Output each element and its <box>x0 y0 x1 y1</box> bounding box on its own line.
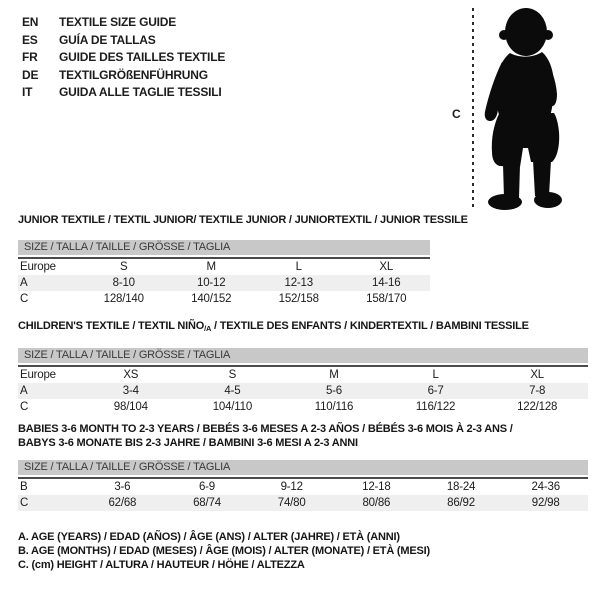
lang-row-en <box>22 14 225 32</box>
height-cell: 68/74 <box>193 497 221 509</box>
age-cell: 18-24 <box>446 481 476 493</box>
lang-title-es: GUÍA DE TALLAS <box>59 32 156 47</box>
section-childrens-textile <box>18 320 588 415</box>
lang-code-es: ES <box>22 32 38 47</box>
lang-row-de <box>22 67 225 85</box>
babies-table-title-line2: BABYS 3-6 MONATE BIS 2-3 JAHRE / BAMBINI 3-6 MESI A 2-3 ANNI <box>18 436 358 449</box>
table-row <box>18 275 430 291</box>
row-label: C <box>20 292 29 305</box>
lang-row-es <box>22 32 225 50</box>
size-cell: S <box>228 368 237 381</box>
childrens-title-post: / TEXTILE DES ENFANTS / KINDERTEXTIL / BAMBINI TESSILE <box>211 320 529 332</box>
lang-code-de: DE <box>22 67 39 82</box>
height-cell: 116/122 <box>415 400 456 413</box>
height-cell: 92/98 <box>531 497 560 509</box>
table-row <box>18 259 430 275</box>
table-row <box>18 495 588 511</box>
age-cell: 9-12 <box>280 481 303 493</box>
note-c: C. (cm) HEIGHT / ALTURA / HAUTEUR / HÖHE / ALTEZZA <box>18 559 305 571</box>
childrens-size-table <box>18 365 588 415</box>
age-cell: 7-8 <box>529 384 546 397</box>
size-cell: XS <box>123 368 139 381</box>
lang-code-en: EN <box>22 15 39 29</box>
section-junior-textile <box>18 214 468 307</box>
height-cell: 104/110 <box>212 400 253 413</box>
row-label: A <box>20 276 28 289</box>
table-row <box>18 291 430 307</box>
lang-title-it: GUIDA ALLE TAGLIE TESSILI <box>59 85 222 99</box>
age-cell: 3-4 <box>122 384 139 397</box>
row-label: B <box>20 481 28 493</box>
lang-title-en: TEXTILE SIZE GUIDE <box>59 15 177 29</box>
height-cell: 140/152 <box>191 292 232 305</box>
lang-code-it: IT <box>22 85 33 99</box>
height-cell: 86/92 <box>447 497 475 509</box>
table-row <box>18 367 588 383</box>
age-cell: 6-7 <box>427 384 444 397</box>
size-cell: M <box>206 260 216 273</box>
age-cell: 3-6 <box>114 481 131 493</box>
size-cell: S <box>120 260 128 273</box>
height-dotted-line <box>472 8 474 211</box>
size-cell: XL <box>379 260 394 273</box>
table-row <box>18 479 588 495</box>
row-label: A <box>20 384 28 397</box>
height-cell: 122/128 <box>517 400 558 413</box>
table-row <box>18 399 588 415</box>
junior-size-table <box>18 257 430 307</box>
size-cell: L <box>295 260 302 273</box>
height-cell: 98/104 <box>113 400 148 413</box>
age-cell: 14-16 <box>372 276 401 289</box>
note-a: A. AGE (YEARS) / EDAD (AÑOS) / ÂGE (ANS) / ALTER (JAHRE) / ETÀ (ANNI) <box>18 531 400 543</box>
age-cell: 5-6 <box>325 384 342 397</box>
age-cell: 24-36 <box>531 481 560 493</box>
childrens-table-title <box>18 320 588 336</box>
babies-table-title-line1: BABIES 3-6 MONTH TO 2-3 YEARS / BEBÉS 3-6 MESES A 2-3 AÑOS / BÉBÉS 3-6 MOIS À 2-3 ANS / <box>18 423 513 435</box>
age-cell: 4-5 <box>224 384 241 397</box>
row-label: Europe <box>20 260 56 273</box>
junior-table-title: JUNIOR TEXTILE / TEXTIL JUNIOR/ TEXTILE JUNIOR / JUNIORTEXTIL / JUNIOR TESSILE <box>18 214 468 226</box>
babies-size-table <box>18 477 588 511</box>
age-cell: 6-9 <box>198 481 216 493</box>
baby-silhouette <box>477 6 573 214</box>
lang-row-it <box>22 84 225 102</box>
junior-size-header-bar: SIZE / TALLA / TAILLE / GRÖSSE / TAGLIA <box>18 240 430 255</box>
childrens-size-header-bar: SIZE / TALLA / TAILLE / GRÖSSE / TAGLIA <box>18 348 588 363</box>
height-cell: 152/158 <box>278 292 319 305</box>
lang-row-fr <box>22 49 225 67</box>
legend-notes <box>18 530 430 572</box>
age-cell: 8-10 <box>112 276 135 289</box>
age-cell: 12-13 <box>284 276 313 289</box>
childrens-title-subscript: /A <box>204 324 212 333</box>
height-cell: 62/68 <box>108 497 137 509</box>
row-label: Europe <box>20 368 56 381</box>
age-cell: 12-18 <box>362 481 391 493</box>
babies-size-header-bar: SIZE / TALLA / TAILLE / GRÖSSE / TAGLIA <box>18 460 588 475</box>
size-cell: M <box>329 368 339 381</box>
table-row <box>18 383 588 399</box>
section-babies-textile <box>18 423 588 511</box>
childrens-title-pre: CHILDREN'S TEXTILE / TEXTIL NIÑO <box>18 320 205 332</box>
lang-title-fr: GUIDE DES TAILLES TEXTILE <box>59 50 226 64</box>
language-title-list <box>22 14 225 102</box>
height-cell: 128/140 <box>103 292 144 305</box>
note-b: B. AGE (MONTHS) / EDAD (MESES) / ÂGE (MOIS) / ALTER (MONATE) / ETÀ (MESI) <box>18 545 430 557</box>
height-cell: 158/170 <box>366 292 407 305</box>
height-cell: 110/116 <box>314 400 354 413</box>
lang-title-de: TEXTILGRÖßENFÜHRUNG <box>59 67 208 82</box>
lang-code-fr: FR <box>22 50 38 64</box>
height-cell: 80/86 <box>362 497 391 509</box>
size-cell: L <box>432 368 439 381</box>
height-label-c: C <box>452 107 461 121</box>
size-cell: XL <box>530 368 544 381</box>
age-cell: 10-12 <box>197 276 226 289</box>
row-label: C <box>20 400 29 413</box>
height-cell: 74/80 <box>277 497 306 509</box>
row-label: C <box>20 497 29 509</box>
